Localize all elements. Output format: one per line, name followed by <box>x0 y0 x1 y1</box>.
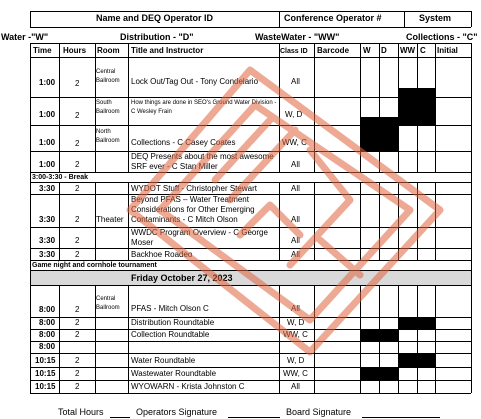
col-hours: Hours <box>63 46 87 55</box>
hours-cell: 2 <box>75 318 80 327</box>
rule <box>279 182 280 260</box>
hours-cell: 2 <box>75 184 80 193</box>
total-hours-line[interactable] <box>110 417 130 418</box>
rule <box>30 172 471 173</box>
category-water: Water -"W" <box>1 32 49 42</box>
rule <box>59 182 60 260</box>
shaded-cell <box>361 117 398 151</box>
rule <box>398 285 399 393</box>
title-cell: How things are done in SEO's Ground Water Division - C Wesley Frain <box>131 100 277 115</box>
conference-operator-heading: Conference Operator # <box>284 13 382 23</box>
rule <box>360 43 361 172</box>
col-w: W <box>363 46 371 55</box>
shaded-cell <box>399 354 435 367</box>
time-cell: 1:00 <box>39 138 56 147</box>
class-id-cell: All <box>291 184 300 193</box>
class-id-cell: WW, C <box>283 369 308 378</box>
rule <box>314 43 315 172</box>
class-id-cell: All <box>291 382 300 391</box>
col-ww: WW <box>400 46 416 55</box>
hours-cell: 2 <box>75 330 80 339</box>
event-label: Game night and cornhole tournament <box>32 262 157 269</box>
hours-cell: 2 <box>75 139 80 148</box>
title-cell: Backhoe Roadeo <box>131 250 193 259</box>
title-cell: Distribution Roundtable <box>131 318 215 327</box>
class-id-cell: All <box>291 160 300 169</box>
class-id-cell: All <box>291 250 300 259</box>
rule <box>471 43 472 393</box>
rule <box>30 27 471 28</box>
rule <box>128 285 129 393</box>
title-cell: Lock Out/Tag Out - Tony Condelario <box>131 77 259 86</box>
class-id-cell: WW, C <box>282 138 307 147</box>
class-id-cell: All <box>291 304 300 313</box>
hours-cell: 2 <box>75 236 80 245</box>
title-cell: Collection Roundtable <box>131 330 210 339</box>
col-d: D <box>381 46 387 55</box>
hours-cell: 2 <box>75 356 80 365</box>
time-cell: 1:00 <box>39 78 56 87</box>
col-time: Time <box>33 46 52 55</box>
time-cell: 10:15 <box>35 382 56 391</box>
title-cell: Collections - C Casey Coates <box>131 138 236 147</box>
rule <box>30 57 471 58</box>
shaded-cell <box>361 368 398 380</box>
rule <box>30 260 471 261</box>
rule <box>404 11 405 27</box>
time-cell: 10:15 <box>35 356 56 365</box>
operators-signature-label: Operators Signature <box>136 407 218 417</box>
rule <box>30 341 471 342</box>
rule <box>30 285 471 286</box>
rule <box>279 285 280 393</box>
title-cell: WYDOT Stuff - Christopher Stewart <box>131 184 257 193</box>
rule <box>30 125 471 126</box>
category-distribution: Distribution - "D" <box>120 32 194 42</box>
class-id-cell: All <box>291 77 300 86</box>
col-class-id: Class ID <box>280 48 308 55</box>
hours-cell: 2 <box>75 369 80 378</box>
operators-signature-line[interactable] <box>228 417 280 418</box>
title-cell: Water Roundtable <box>131 356 196 365</box>
rule <box>279 43 280 172</box>
title-cell: PFAS - Mitch Olson C <box>131 304 209 313</box>
time-cell: 3:30 <box>39 236 56 245</box>
col-title: Title and Instructor <box>131 46 204 55</box>
class-id-cell: All <box>291 236 300 245</box>
title-cell: Beyond PFAS – Water Treatment Considerations for Other Emerging Contaminants - C Mitch Olson <box>131 195 255 224</box>
title-cell: WWDC Program Overview - C George Moser <box>131 228 268 247</box>
category-wastewater: WasteWater - "WW" <box>255 32 340 42</box>
system-heading: System <box>419 13 452 23</box>
title-cell: WYOWARN - Krista Johnston C <box>131 382 245 391</box>
rule <box>471 11 472 27</box>
title-cell: DEQ Presents about the most awesome SRF ever - C Stan Miller <box>131 152 274 171</box>
board-signature-line[interactable] <box>362 417 440 418</box>
rule <box>128 43 129 172</box>
room-cell: Central Ballroom <box>96 296 120 311</box>
rule <box>59 285 60 393</box>
time-cell: 1:00 <box>39 110 56 119</box>
time-cell: 1:00 <box>39 160 56 169</box>
time-cell: 3:30 <box>39 250 56 259</box>
category-collections: Collections - "C" <box>406 32 478 42</box>
time-cell: 8:00 <box>39 305 56 314</box>
hours-cell: 2 <box>75 111 80 120</box>
class-id-cell: W, D <box>287 356 305 365</box>
rule <box>417 285 418 393</box>
class-id-cell: WW, C <box>283 330 308 339</box>
time-cell: 3:30 <box>39 184 56 193</box>
time-cell: 3:30 <box>39 215 56 224</box>
rule <box>59 43 60 172</box>
hours-cell: 2 <box>75 250 80 259</box>
day-heading: Friday October 27, 2023 <box>131 273 233 283</box>
rule <box>30 182 471 183</box>
time-cell: 10:15 <box>35 369 56 378</box>
room-cell: Theater <box>96 215 124 224</box>
rule <box>30 380 471 381</box>
hours-cell: 2 <box>75 305 80 314</box>
rule <box>398 182 399 260</box>
class-id-cell: W, D <box>287 318 305 327</box>
rule <box>417 182 418 260</box>
shaded-cell <box>361 330 398 341</box>
rule <box>30 367 471 368</box>
rule <box>30 43 31 393</box>
rule <box>314 182 315 260</box>
rule <box>30 329 471 330</box>
rule <box>435 182 436 260</box>
shaded-cell <box>399 317 435 329</box>
break-label: 3:00-3:30 - Break <box>32 174 89 181</box>
hours-cell: 2 <box>75 215 80 224</box>
col-barcode: Barcode <box>317 46 350 55</box>
board-signature-label: Board Signature <box>286 407 352 417</box>
rule <box>30 248 471 249</box>
name-id-heading: Name and DEQ Operator ID <box>96 13 214 23</box>
rule <box>379 182 380 260</box>
rule <box>128 182 129 260</box>
title-cell: Wastewater Roundtable <box>131 369 217 378</box>
room-cell: North Ballroom <box>96 129 120 144</box>
total-hours-label: Total Hours <box>58 407 104 417</box>
time-cell: 8:00 <box>39 342 56 351</box>
col-c: C <box>420 46 426 55</box>
rule <box>30 43 471 44</box>
room-cell: Central Ballroom <box>96 69 120 84</box>
rule <box>379 43 380 172</box>
rule <box>435 285 436 393</box>
rule <box>30 11 31 27</box>
rule <box>435 43 436 172</box>
class-id-cell: W, D <box>285 110 303 119</box>
rule <box>314 285 315 393</box>
hours-cell: 2 <box>75 160 80 169</box>
col-room: Room <box>97 46 120 55</box>
time-cell: 8:00 <box>39 330 56 339</box>
hours-cell: 2 <box>75 382 80 391</box>
time-cell: 8:00 <box>39 318 56 327</box>
day-band <box>31 271 471 285</box>
room-cell: South Ballroom <box>96 100 120 115</box>
col-initial: Initial <box>437 46 458 55</box>
rule <box>279 11 280 27</box>
hours-cell: 2 <box>75 79 80 88</box>
rule <box>360 182 361 260</box>
class-id-cell: All <box>291 215 300 224</box>
shaded-cell <box>399 88 435 125</box>
rule <box>30 393 471 394</box>
